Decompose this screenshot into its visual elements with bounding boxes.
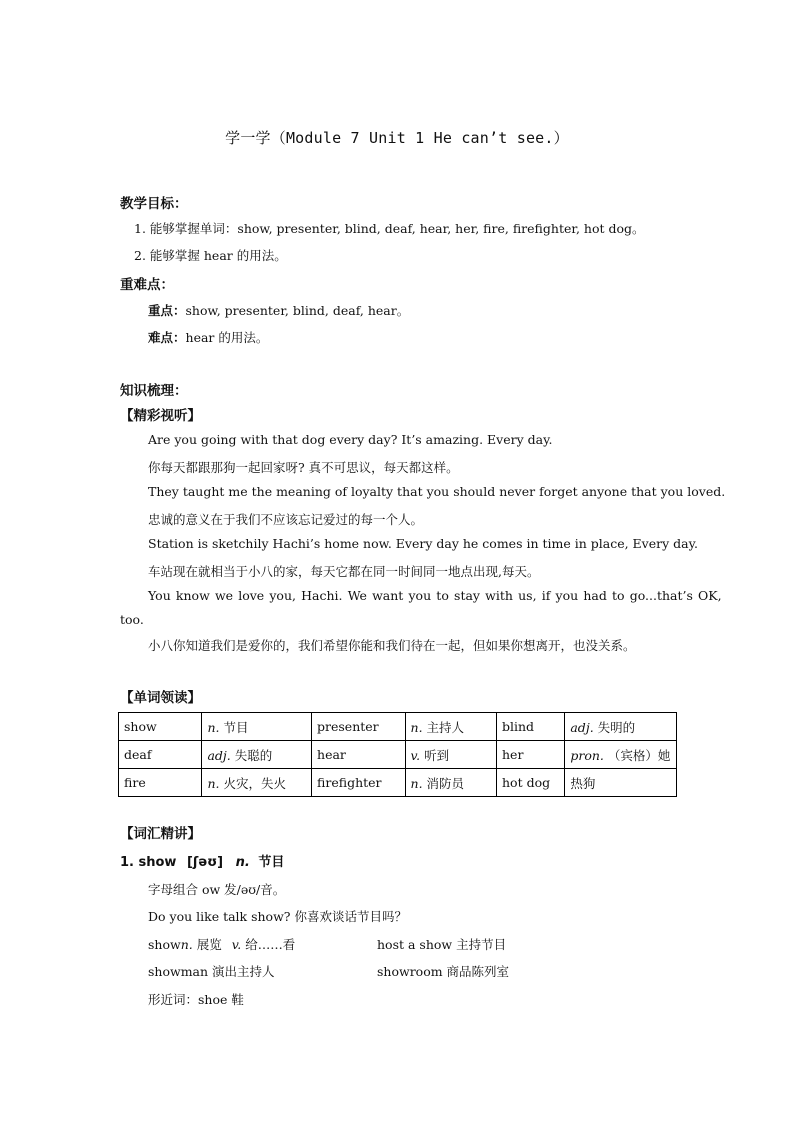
vocab-meaning: 失明的 — [597, 719, 636, 735]
dialogue-line: Station is sketchily Hachi’s home now. Every day he comes in time in place, Every day. — [148, 536, 698, 551]
vocab-word-cell: firefighter — [312, 769, 406, 797]
vocab-pos: v. — [410, 747, 421, 763]
vocab-heading: 【单词领读】 — [120, 690, 201, 706]
vocab-pos: n. — [410, 775, 423, 791]
difficult-text: hear 的用法。 — [185, 330, 269, 345]
vocab-pos: n. — [207, 719, 220, 735]
vocab-meaning: 热狗 — [570, 775, 596, 791]
vocab-meaning-cell — [565, 769, 677, 797]
vocab-pos: adj. — [570, 719, 594, 735]
dialogue-line: Are you going with that dog every day? It’s amazing. Every day. — [148, 432, 553, 447]
phrase-line — [148, 935, 295, 953]
key-label: 重点： — [148, 303, 186, 318]
vocab-word-cell: hot dog — [497, 769, 565, 797]
vocab-pos: n. — [410, 719, 423, 735]
document-title: 学一学（Module 7 Unit 1 He can’t see.） — [225, 129, 569, 147]
phrase-pos: n. — [180, 937, 193, 952]
vocab-word-cell: her — [497, 741, 565, 769]
vocab-pos: pron. — [570, 747, 604, 763]
vocab-meaning-cell — [405, 769, 496, 797]
vocab-pos: n. — [207, 775, 220, 791]
pronunciation-note: 字母组合 ow 发/əʊ/音。 — [148, 882, 286, 897]
phrase-line: showroom 商品陈列室 — [377, 964, 510, 979]
phrase-text: 给……看 — [241, 937, 296, 952]
entry-pos: n. — [235, 855, 250, 870]
vocab-meaning-cell — [202, 741, 312, 769]
vocab-word-cell: deaf — [119, 741, 202, 769]
similar-word-line: 形近词：shoe 鞋 — [148, 992, 244, 1007]
vocab-word-cell: hear — [312, 741, 406, 769]
vocab-word-cell: show — [119, 713, 202, 741]
phrase-line: showman 演出主持人 — [148, 964, 275, 979]
difficult-point-line — [148, 328, 268, 346]
vocab-meaning-cell — [405, 713, 496, 741]
difficult-label: 难点： — [148, 330, 186, 345]
vocab-meaning-cell — [565, 713, 677, 741]
phrase-word: show — [148, 937, 181, 952]
vocab-table — [118, 712, 677, 797]
vocab-meaning: 失聪的 — [234, 747, 273, 763]
dialogue-line: They taught me the meaning of loyalty that you should never forget anyone that you loved. — [148, 484, 726, 499]
phrase-line: host a show 主持节目 — [377, 937, 507, 952]
phrase-pos: v. — [231, 937, 242, 952]
key-point-line — [148, 301, 409, 319]
vocab-meaning: 消防员 — [426, 775, 465, 791]
goal-item: 1. 能够掌握单词：show, presenter, blind, deaf, hear, her, fire, firefighter, hot dog。 — [134, 221, 645, 236]
vocab-detail-heading: 【词汇精讲】 — [120, 826, 201, 842]
vocab-word-cell: blind — [497, 713, 565, 741]
vocab-meaning: 火灾，失火 — [223, 775, 286, 791]
dialogue-line: 你每天都跟那狗一起回家呀? 真不可思议，每天都这样。 — [148, 460, 459, 475]
vocab-row — [119, 769, 677, 797]
key-points-heading: 重难点： — [120, 277, 174, 293]
phrase-text: 展览 — [192, 937, 226, 952]
video-heading: 【精彩视听】 — [120, 408, 201, 424]
vocab-pos: adj. — [207, 747, 231, 763]
goals-heading: 教学目标： — [120, 196, 188, 212]
goal-item: 2. 能够掌握 hear 的用法。 — [134, 248, 287, 263]
dialogue-line: too. — [120, 612, 144, 627]
vocab-meaning: （宾格）她 — [607, 747, 671, 763]
vocab-word-cell: presenter — [312, 713, 406, 741]
dialogue-line: You know we love you, Hachi. We want you to stay with us, if you had to go...that’s OK, — [148, 588, 722, 603]
dialogue-line: 忠诚的意义在于我们不应该忘记爱过的每一个人。 — [148, 512, 424, 527]
vocab-row — [119, 713, 677, 741]
vocab-meaning-cell — [405, 741, 496, 769]
vocab-meaning: 主持人 — [426, 719, 465, 735]
vocab-meaning-cell — [202, 769, 312, 797]
vocab-word-cell: fire — [119, 769, 202, 797]
vocab-meaning: 听到 — [424, 747, 450, 763]
dialogue-line: 小八你知道我们是爱你的，我们希望你能和我们待在一起，但如果你想离开，也没关系。 — [148, 638, 636, 653]
knowledge-heading: 知识梳理： — [120, 383, 188, 399]
key-text: show, presenter, blind, deaf, hear。 — [185, 303, 410, 318]
entry-title-line — [120, 851, 284, 870]
vocab-meaning-cell — [202, 713, 312, 741]
vocab-row — [119, 741, 677, 769]
entry-phonetic: [ʃəʊ] — [186, 855, 224, 870]
vocab-meaning: 节目 — [223, 719, 249, 735]
dialogue-line: 车站现在就相当于小八的家，每天它都在同一时间同一地点出现,每天。 — [148, 564, 540, 579]
example-sentence: Do you like talk show? 你喜欢谈话节目吗？ — [148, 909, 407, 924]
entry-meaning: 节目 — [258, 855, 285, 870]
vocab-meaning-cell — [565, 741, 677, 769]
entry-word: 1. show — [120, 855, 177, 870]
